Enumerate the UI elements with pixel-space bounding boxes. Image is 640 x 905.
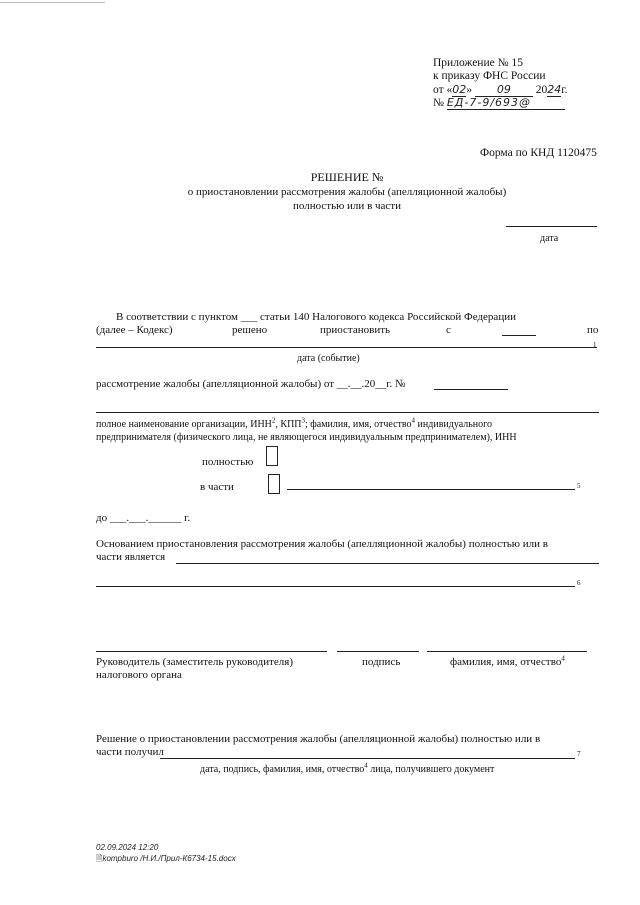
option-part-checkbox[interactable] [268, 474, 280, 494]
footnote-4-fio: 4 [561, 654, 565, 663]
order-number-handwritten: ЕД-7-9/693@ [447, 96, 565, 110]
head-role-label-line2: налогового органа [96, 669, 182, 681]
title-scope: полностью или в части [292, 200, 401, 212]
part-details-line [287, 489, 575, 490]
org-caption-part2: , КПП [275, 419, 302, 430]
review-line: рассмотрение жалобы (апелляционной жалобы) от __.__.20__г. № [96, 378, 406, 390]
number-prefix: № [433, 97, 444, 109]
order-number-line [433, 96, 565, 110]
form-code: Форма по КНД 1120475 [480, 147, 597, 159]
file-icon: 🗎 [96, 854, 103, 863]
org-caption-part1: полное наименование организации, ИНН [96, 419, 272, 430]
basis-line1: Основанием приостановления рассмотрения жалобы (апелляционной жалобы) полностью или в [96, 538, 548, 550]
head-role-label: Руководитель (заместитель руководителя) [96, 656, 293, 668]
basis-field-line-1 [176, 563, 599, 564]
footnote-5: 5 [577, 482, 581, 490]
date-prefix: от « [433, 84, 453, 96]
paragraph-accordance-line1: В соответствии с пунктом ___ статьи 140 Налогового кодекса Российской Федерации [116, 311, 516, 323]
fio-label-text: фамилия, имя, отчество [450, 656, 562, 668]
org-caption-part3: ; фамилия, имя, отчество [305, 419, 412, 430]
option-part-label: в части [200, 481, 234, 493]
option-full-checkbox[interactable] [266, 446, 278, 466]
footer-timestamp: 02.09.2024 12:20 [96, 843, 159, 852]
received-caption-part1: дата, подпись, фамилия, имя, отчество [200, 764, 365, 775]
basis-line2: части является [96, 551, 166, 563]
from-label: с [446, 324, 451, 336]
received-line2: части получил [96, 746, 164, 758]
org-caption-part4: индивидуального [415, 419, 492, 430]
event-date-line [96, 347, 597, 348]
suspend-label: приостановить [320, 324, 391, 336]
codex-label: (далее – Кодекс) [96, 324, 173, 336]
organisation-caption [96, 418, 492, 431]
received-line1: Решение о приостановлении рассмотрения жалобы (апелляционной жалобы) полностью или в [96, 733, 541, 745]
to-label: по [587, 324, 599, 336]
order-reference: к приказу ФНС России [433, 70, 546, 82]
fio-line [427, 651, 587, 652]
date-year: 24 [547, 83, 562, 96]
received-caption [200, 763, 494, 776]
review-number-line [434, 389, 508, 390]
signature-label: подпись [362, 656, 401, 668]
footnote-4: 4 [411, 416, 416, 425]
footnote-3: 3 [301, 416, 306, 425]
decision-date-caption: дата [540, 233, 559, 244]
footer-path-text: kompburo /Н.И./Прил-К6734-15.docx [102, 854, 236, 863]
document-title: РЕШЕНИЕ № [310, 170, 384, 184]
decision-date-line [506, 226, 597, 227]
footnote-6: 6 [577, 579, 581, 587]
date-month: 09 [475, 83, 533, 97]
from-date-line [502, 335, 536, 336]
date-suffix: г. [561, 84, 568, 96]
footnote-4-received: 4 [364, 761, 368, 770]
footnote-7: 7 [577, 750, 581, 758]
signature-line [337, 651, 419, 652]
event-date-caption: дата (событие) [297, 353, 360, 364]
date-year-prefix: 20 [535, 84, 548, 96]
footnote-1: 1 [593, 341, 597, 349]
date-sep: » [466, 84, 472, 96]
date-day: 02 [452, 83, 467, 96]
footnote-2: 2 [271, 416, 276, 425]
order-date-line [433, 83, 568, 97]
option-full-label: полностью [202, 456, 254, 468]
basis-field-line-2 [96, 586, 575, 587]
footer-path [96, 853, 236, 864]
received-field-line [160, 758, 575, 759]
received-caption-part2: лица, получившего документ [367, 764, 495, 775]
decided-label: решено [232, 324, 268, 336]
organisation-line [96, 412, 599, 413]
head-role-line [96, 651, 327, 652]
scan-artifact-line [0, 2, 105, 3]
title-subject: о приостановлении рассмотрения жалобы (апелляционной жалобы) [187, 186, 507, 198]
organisation-caption-line2: предпринимателя (физического лица, не являющегося индивидуальным предпринимателем), ИНН [96, 432, 517, 443]
appendix-number: Приложение № 15 [433, 57, 523, 69]
fio-label [450, 656, 565, 669]
until-date: до ___.___.______ г. [96, 512, 191, 524]
